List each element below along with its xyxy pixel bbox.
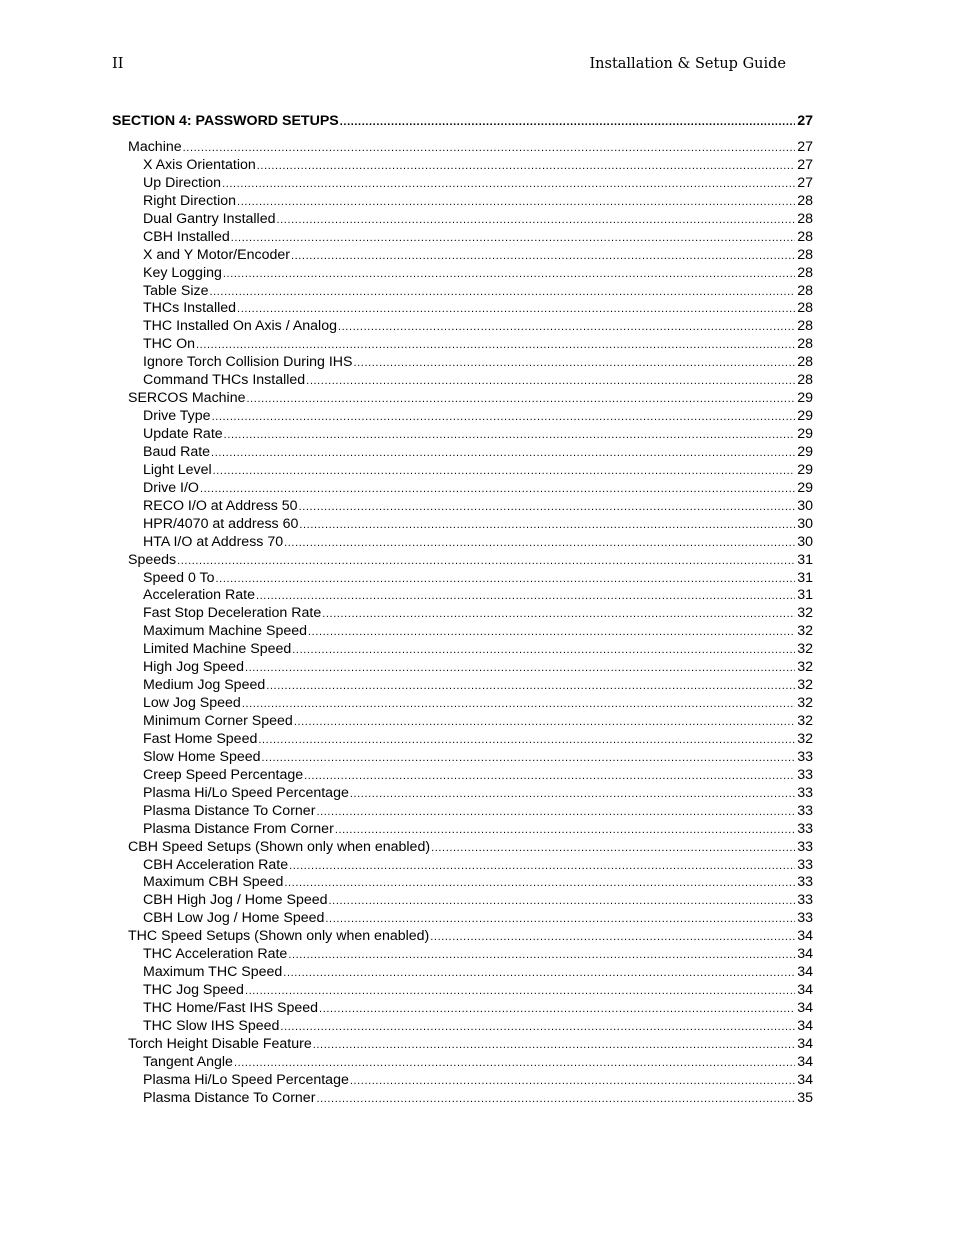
dot-leader [350,786,795,804]
dot-leader [322,606,795,624]
toc-entry[interactable] [112,157,813,175]
toc-entry-title: Baud Rate [143,443,211,460]
dot-leader [177,553,795,571]
toc-entry-page: 28 [797,246,813,263]
toc-entry-title: Slow Home Speed [143,748,261,765]
dot-leader [308,624,795,642]
dot-leader [216,571,796,589]
dot-leader [354,355,796,373]
toc-entry[interactable] [112,731,813,749]
toc-entry-page: 33 [797,838,813,855]
dot-leader [256,588,795,606]
toc-entry-title: CBH Acceleration Rate [143,856,289,873]
toc-entry-page: 28 [797,192,813,209]
toc-entry[interactable] [112,857,813,875]
dot-leader [266,678,795,696]
dot-leader [212,409,796,427]
page-number: II [112,56,124,72]
toc-entry-title: Plasma Distance From Corner [143,820,334,837]
toc-entry[interactable] [112,372,813,390]
toc-entry[interactable] [112,1090,813,1108]
dot-leader [289,858,795,876]
dot-leader [350,1073,795,1091]
toc-entry[interactable] [112,839,813,857]
toc-entry-title: Torch Height Disable Feature [128,1035,312,1052]
toc-entry-page: 32 [797,641,813,658]
toc-entry-title: HPR/4070 at address 60 [143,515,299,532]
dot-leader [299,517,795,535]
toc-entry-title: X and Y Motor/Encoder [143,246,290,263]
toc-entry-page: 35 [797,1089,813,1106]
toc-entry[interactable] [112,570,813,588]
toc-entry-page: 31 [797,587,813,604]
dot-leader [280,1019,795,1037]
toc-entry[interactable] [112,659,813,677]
toc-entry-title: SECTION 4: PASSWORD SETUPS [112,113,339,129]
dot-leader [245,983,795,1001]
toc-entry-title: Update Rate [143,426,223,442]
toc-entry-title: Drive Type [143,408,211,425]
toc-entry-title: Machine [128,139,182,155]
toc-entry-page: 27 [797,113,813,129]
dot-leader [211,445,795,463]
toc-entry-title: Acceleration Rate [143,587,255,604]
dot-leader [306,373,795,391]
toc-entry-page: 29 [797,408,813,425]
toc-entry-title: Up Direction [143,174,222,191]
toc-entry[interactable] [112,480,813,498]
toc-entry-title: THCs Installed [143,300,237,317]
dot-leader [222,176,795,194]
toc-entry[interactable] [112,623,813,641]
toc-entry-title: Drive I/O [143,479,199,496]
toc-entry-title: HTA I/O at Address 70 [143,533,284,550]
toc-entry[interactable] [112,785,813,803]
dot-leader [234,1055,795,1073]
toc-entry-title: Plasma Hi/Lo Speed Percentage [143,784,349,801]
toc-entry-title: Maximum Machine Speed [143,623,308,640]
toc-entry[interactable] [112,354,813,372]
toc-entry-title: Light Level [143,461,212,478]
toc-entry-title: CBH Speed Setups (Shown only when enabled) [128,838,431,855]
toc-entry-page: 28 [797,210,813,227]
toc-entry[interactable] [112,821,813,839]
toc-entry[interactable] [112,605,813,623]
dot-leader [292,642,795,660]
toc-entry[interactable] [112,910,813,928]
toc-entry[interactable] [112,444,813,462]
toc-entry[interactable] [112,300,813,318]
dot-leader [329,893,796,911]
toc-entry-title: THC Speed Setups (Shown only when enabled) [128,928,430,945]
toc-entry[interactable] [112,892,813,910]
toc-entry-title: Dual Gantry Installed [143,210,276,227]
toc-entry-title: THC Acceleration Rate [143,946,288,963]
toc-entry-title: Ignore Torch Collision During IHS [143,354,353,371]
dot-leader [340,113,795,131]
toc-entry[interactable] [112,928,813,946]
toc-entry[interactable] [112,946,813,964]
toc-entry-page: 33 [797,766,813,783]
dot-leader [237,194,795,212]
dot-leader [183,140,796,158]
toc-entry[interactable] [112,982,813,1000]
page-header [112,56,786,76]
toc-entry[interactable] [112,336,813,354]
toc-entry-page: 32 [797,730,813,747]
toc-entry-title: X Axis Orientation [143,156,256,173]
dot-leader [284,875,795,893]
toc-entry-page: 34 [797,964,813,981]
toc-entry[interactable] [112,193,813,211]
toc-entry[interactable] [112,874,813,892]
toc-entry-title: CBH High Jog / Home Speed [143,892,328,909]
toc-entry-title: Fast Home Speed [143,730,258,747]
dot-leader [319,1001,795,1019]
toc-entry-page: 32 [797,713,813,729]
dot-leader [242,696,795,714]
toc-entry-title: Table Size [143,282,209,299]
dot-leader [284,535,795,553]
toc-entry-page: 32 [797,677,813,694]
toc-section-entry[interactable] [112,112,813,139]
dot-leader [430,929,795,947]
dot-leader [335,822,795,840]
toc-entry-page: 27 [797,139,813,155]
toc-entry-title: Minimum Corner Speed [143,713,293,729]
toc-entry-title: Limited Machine Speed [143,641,292,658]
toc-entry-page: 29 [797,390,813,407]
toc-entry[interactable] [112,229,813,247]
toc-entry-title: Plasma Distance To Corner [143,802,316,819]
dot-leader [313,1037,795,1055]
toc-entry-title: Plasma Distance To Corner [143,1089,316,1106]
toc-entry-page: 34 [797,1000,813,1016]
toc-entry-page: 28 [797,336,813,353]
toc-entry-page: 30 [797,533,813,550]
toc-entry-page: 34 [797,946,813,963]
dot-leader [262,750,796,768]
guide-title: Installation & Setup Guide [589,56,786,72]
toc-entry-page: 28 [797,318,813,335]
toc-entry-page: 27 [797,174,813,191]
toc-entry[interactable] [112,641,813,659]
toc-entry-title: CBH Low Jog / Home Speed [143,910,325,927]
toc-entry-title: Command THCs Installed [143,372,306,389]
toc-entry-page: 32 [797,605,813,622]
toc-entry[interactable] [112,426,813,444]
toc-entry[interactable] [112,695,813,713]
toc-entry-title: THC On [143,336,196,353]
dot-leader [223,266,795,284]
toc-entry[interactable] [112,749,813,767]
toc-entry[interactable] [112,1018,813,1036]
toc-entry[interactable] [112,175,813,193]
toc-entry-title: Speed 0 To [143,569,215,586]
toc-entry-title: THC Home/Fast IHS Speed [143,1000,319,1016]
dot-leader [304,768,795,786]
toc-entry-title: Plasma Hi/Lo Speed Percentage [143,1071,349,1088]
toc-entry-title: Speeds [128,551,177,568]
toc-entry-page: 27 [797,156,813,173]
dot-leader [291,248,795,266]
toc-entry-title: Maximum THC Speed [143,964,283,981]
dot-leader [288,947,795,965]
toc-entry-page: 34 [797,1017,813,1034]
toc-entry-page: 28 [797,264,813,281]
dot-leader [200,481,795,499]
dot-leader [237,301,795,319]
toc-entry-page: 28 [797,354,813,371]
toc-entry[interactable] [112,1072,813,1090]
toc-entry[interactable] [112,408,813,426]
toc-entry-page: 33 [797,802,813,819]
toc-entry[interactable] [112,211,813,229]
toc-entry[interactable] [112,318,813,336]
dot-leader [276,212,795,230]
toc-entry[interactable] [112,265,813,283]
dot-leader [338,319,795,337]
dot-leader [431,840,795,858]
toc-entry[interactable] [112,587,813,605]
toc-entry-page: 34 [797,928,813,945]
toc-entry-title: SERCOS Machine [128,390,246,407]
dot-leader [209,284,795,302]
toc-entry[interactable] [112,552,813,570]
dot-leader [246,391,795,409]
toc-entry[interactable] [112,462,813,480]
toc-entry-page: 33 [797,784,813,801]
toc-entry-title: High Jog Speed [143,659,244,676]
toc-entry-page: 29 [797,443,813,460]
toc-entry-title: Creep Speed Percentage [143,766,304,783]
toc-entry[interactable] [112,767,813,785]
toc-entry-page: 28 [797,282,813,299]
toc-entry[interactable] [112,713,813,731]
toc-entry[interactable] [112,803,813,821]
toc-entry[interactable] [112,1036,813,1054]
toc-entry-title: Low Jog Speed [143,695,241,712]
toc-entry[interactable] [112,964,813,982]
toc-entry-title: Tangent Angle [143,1053,233,1070]
toc-entry-title: CBH Installed [143,228,230,245]
toc-entry-page: 28 [797,372,813,389]
toc-entry-title: THC Jog Speed [143,982,244,999]
dot-leader [316,1091,795,1109]
dot-leader [299,499,796,517]
toc-entry-page: 34 [797,1071,813,1088]
toc-entry-page: 28 [797,300,813,317]
toc-entry[interactable] [112,390,813,408]
toc-entry[interactable] [112,283,813,301]
toc-entry[interactable] [112,247,813,265]
dot-leader [283,965,795,983]
toc-entry-page: 32 [797,659,813,676]
toc-entry[interactable] [112,1000,813,1018]
toc-entry-page: 28 [797,228,813,245]
toc-entry-title: Medium Jog Speed [143,677,266,694]
dot-leader [213,463,796,481]
toc-entry-title: Maximum CBH Speed [143,874,284,891]
toc-entry[interactable] [112,1054,813,1072]
table-of-contents [112,112,813,1108]
toc-entry-page: 34 [797,1053,813,1070]
dot-leader [316,804,795,822]
toc-entry[interactable] [112,498,813,516]
toc-entry-title: Right Direction [143,192,237,209]
toc-entry-page: 29 [797,461,813,478]
toc-entry-page: 31 [797,551,813,568]
dot-leader [325,911,795,929]
toc-entry[interactable] [112,139,813,157]
toc-entry-page: 30 [797,515,813,532]
dot-leader [258,732,795,750]
toc-entry-page: 32 [797,623,813,640]
toc-entry[interactable] [112,516,813,534]
toc-entry-page: 31 [797,569,813,586]
toc-entry-page: 30 [797,497,813,514]
toc-entry-page: 33 [797,874,813,891]
dot-leader [196,337,795,355]
dot-leader [231,230,795,248]
toc-entry-page: 33 [797,820,813,837]
toc-entry-title: RECO I/O at Address 50 [143,497,298,514]
dot-leader [245,660,795,678]
toc-entry[interactable] [112,677,813,695]
toc-entry-page: 29 [797,426,813,442]
dot-leader [224,427,796,445]
toc-entry-page: 33 [797,856,813,873]
dot-leader [294,714,795,732]
toc-entry-page: 33 [797,748,813,765]
toc-entry-page: 29 [797,479,813,496]
toc-entry-title: THC Installed On Axis / Analog [143,318,337,335]
toc-entry[interactable] [112,534,813,552]
toc-entry-title: THC Slow IHS Speed [143,1017,280,1034]
toc-entry-page: 33 [797,910,813,927]
toc-entry-page: 32 [797,695,813,712]
dot-leader [257,158,795,176]
toc-entry-page: 33 [797,892,813,909]
toc-entry-title: Key Logging [143,264,222,281]
toc-entry-page: 34 [797,1035,813,1052]
toc-entry-page: 34 [797,982,813,999]
toc-entry-title: Fast Stop Deceleration Rate [143,605,322,622]
